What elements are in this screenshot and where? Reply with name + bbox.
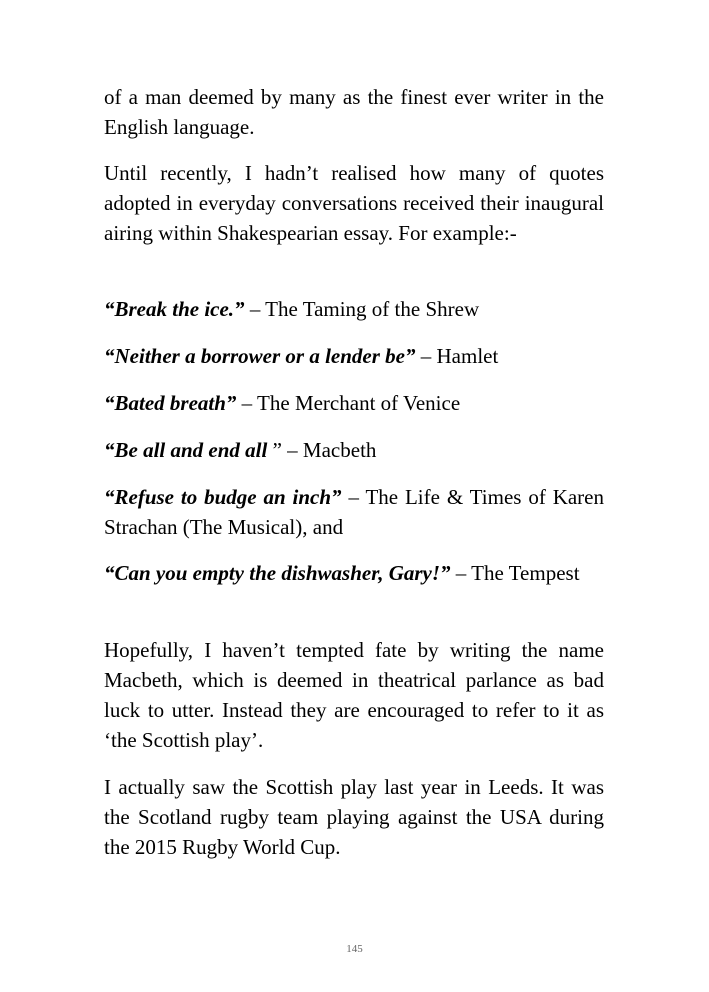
scottish-play-paragraph: I actually saw the Scottish play last year in Leeds. It was the Scotland rugby team playing against the USA during the 2015 Rugby World Cup.	[104, 775, 604, 859]
quote-be-all-and-end-all	[104, 435, 604, 465]
quote-source: – Hamlet	[415, 344, 499, 368]
quote-break-the-ice	[104, 294, 604, 324]
quote-neither-a-borrower	[104, 341, 604, 371]
quote-bated-breath	[104, 388, 604, 418]
quote-text: “Can you empty the dishwasher, Gary!”	[104, 561, 451, 585]
hopefully-paragraph: Hopefully, I haven’t tempted fate by writing the name Macbeth, which is deemed in theatrical parlance as bad luck to utter. Instead they are encouraged to refer to it as ‘the Scottish play’.	[104, 638, 604, 752]
quote-source: – The Tempest	[450, 561, 580, 585]
quote-source: – The Taming of the Shrew	[244, 297, 480, 321]
quote-source: – The Life & Times of Karen Strachan (The Musical), and	[104, 485, 604, 539]
quote-text: “Break the ice.”	[104, 297, 245, 321]
intro-paragraph: Until recently, I hadn’t realised how many of quotes adopted in everyday conversations received their inaugural airing within Shakespearian essay. For example:-	[104, 161, 604, 245]
quote-refuse-to-budge	[104, 482, 604, 542]
quote-source: ” – Macbeth	[267, 438, 377, 462]
quote-text: “Be all and end all	[104, 438, 268, 462]
quote-source: – The Merchant of Venice	[236, 391, 461, 415]
page-number: 145	[346, 943, 363, 955]
quote-text: “Refuse to budge an inch”	[104, 485, 342, 509]
continuation-paragraph: of a man deemed by many as the finest ever writer in the English language.	[104, 85, 604, 139]
quote-text: “Bated breath”	[104, 391, 237, 415]
quote-text: “Neither a borrower or a lender be”	[104, 344, 416, 368]
quote-dishwasher	[104, 558, 604, 588]
